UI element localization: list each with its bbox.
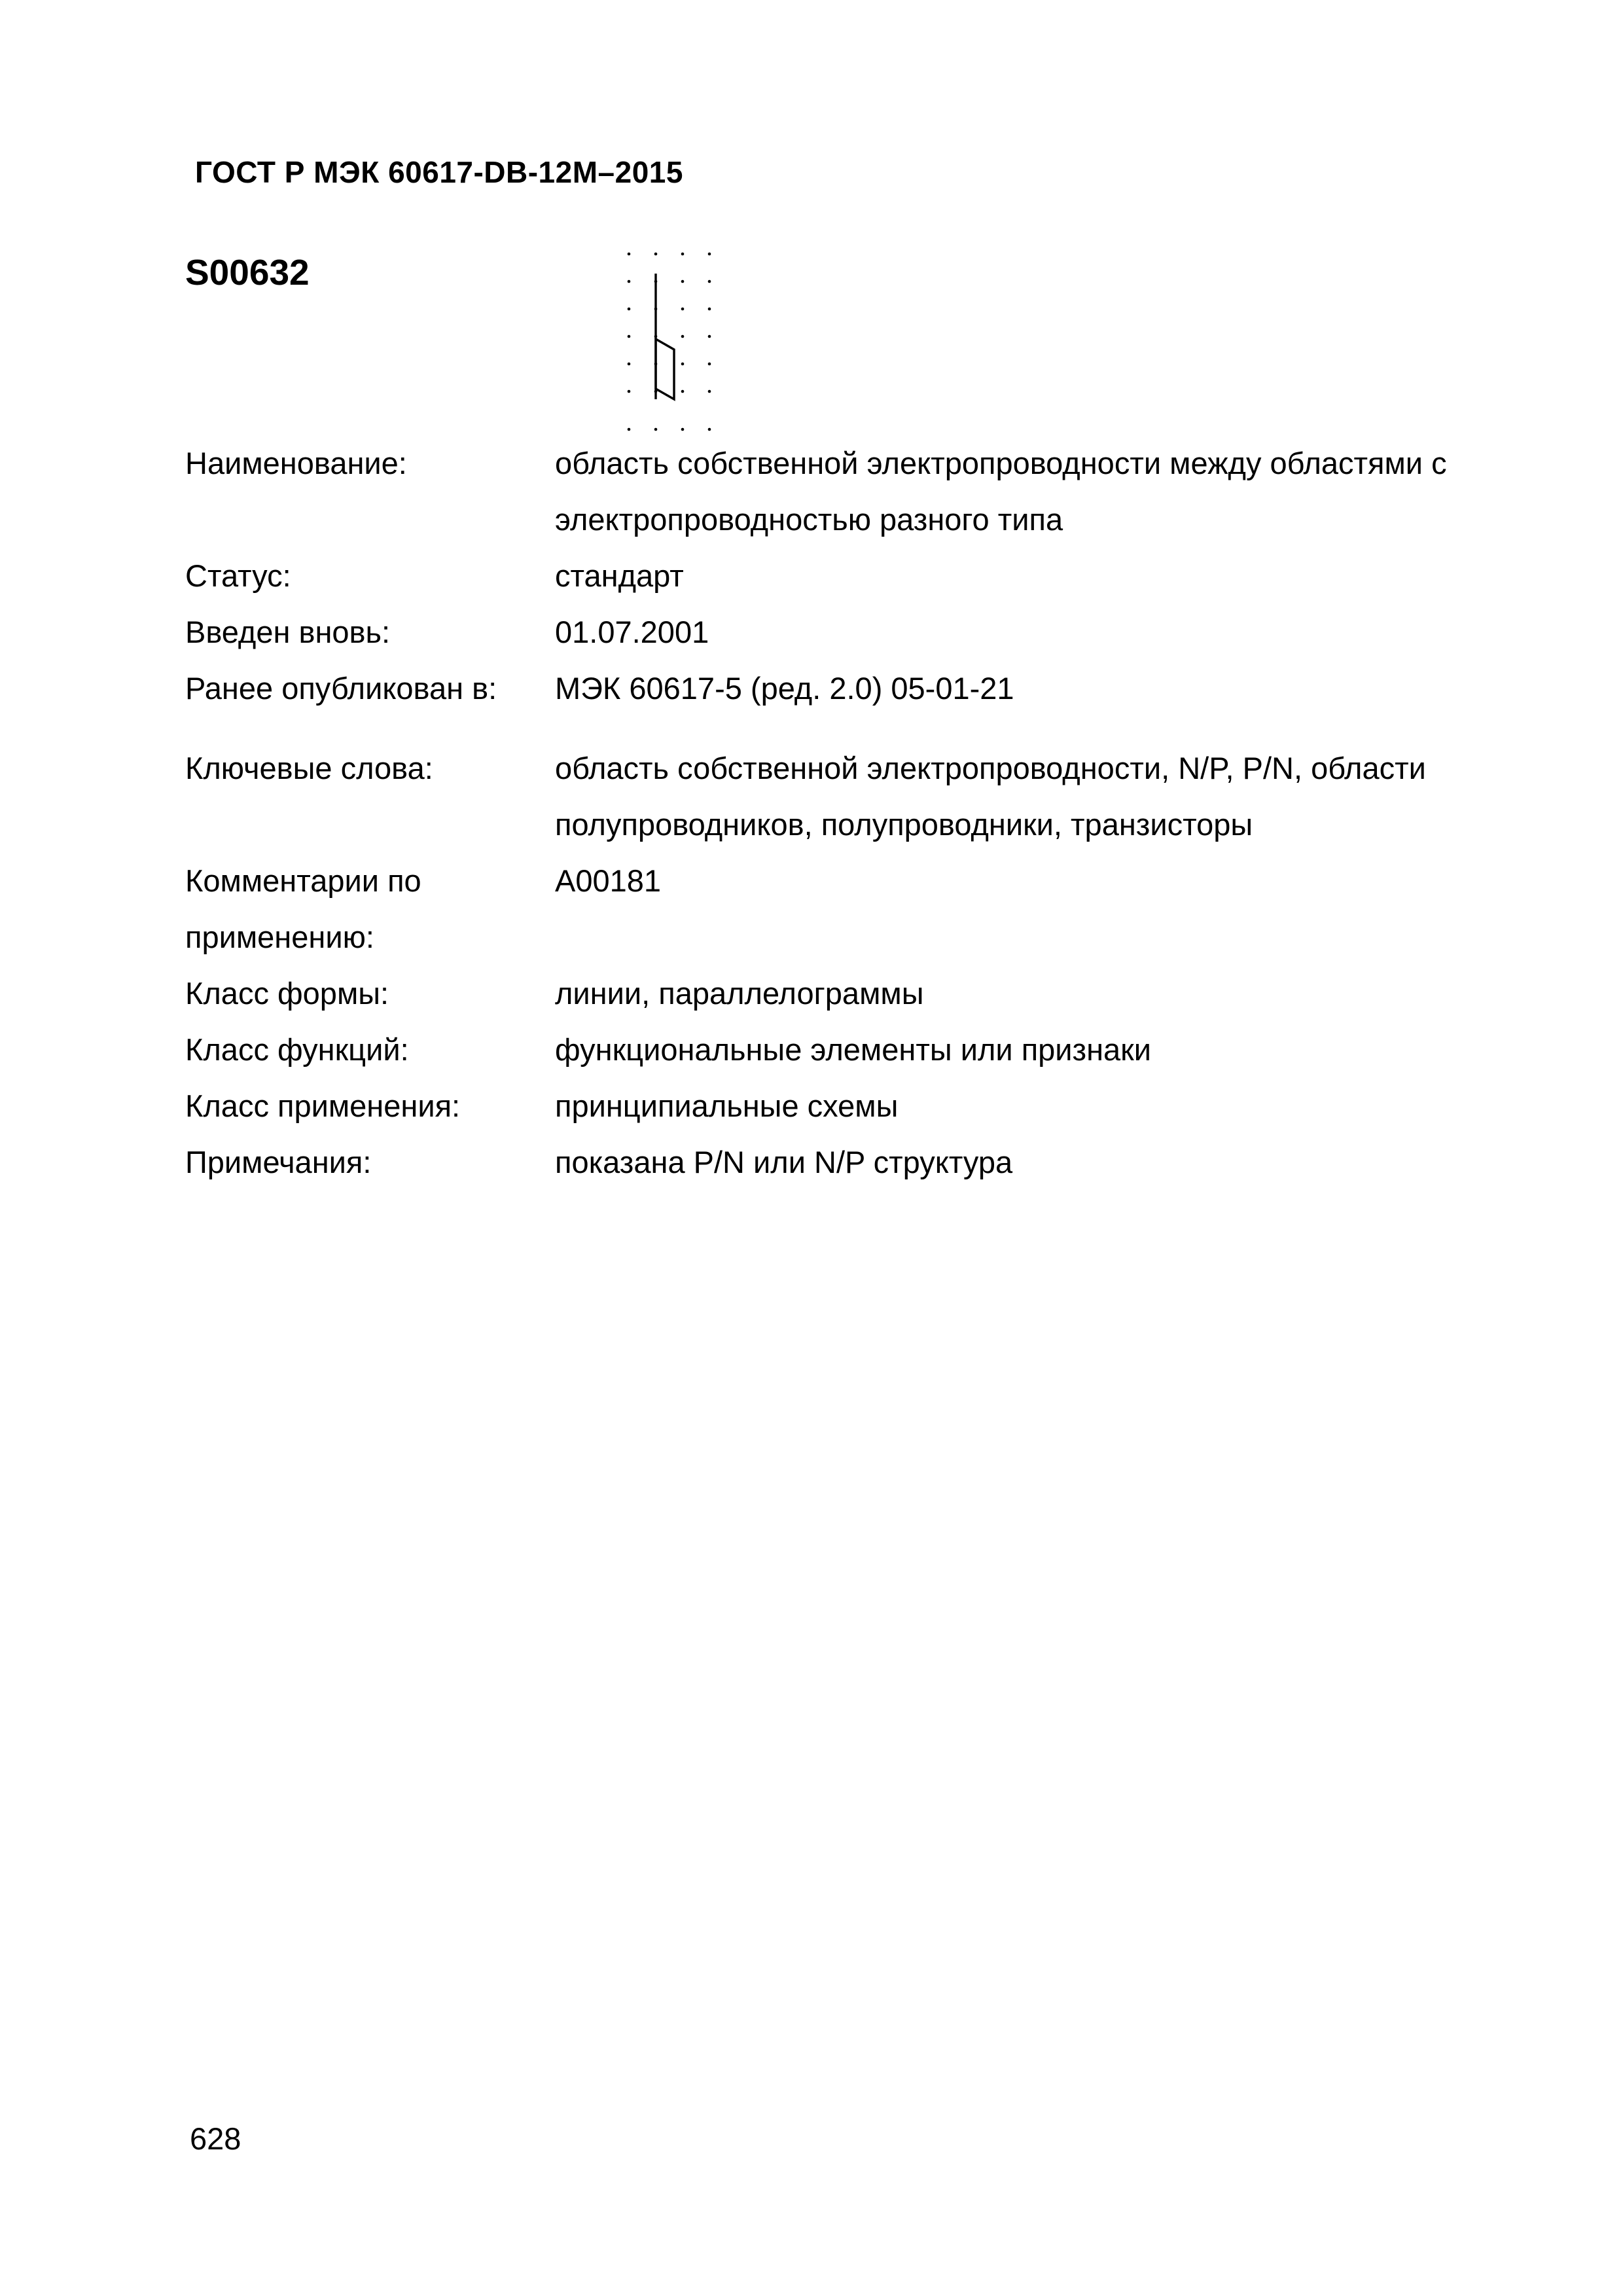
- property-row-notes: [185, 1134, 1481, 1191]
- symbol-id: S00632: [185, 252, 310, 293]
- property-label: Класс применения:: [185, 1088, 461, 1123]
- property-label: Наименование:: [185, 446, 407, 480]
- property-row-keywords: [185, 740, 1481, 853]
- property-row-shape-class: [185, 965, 1481, 1022]
- property-row-application-notes: [185, 853, 1481, 965]
- property-row-name: [185, 435, 1481, 548]
- property-value: область собственной электропроводности между областями с электропроводностью разного типа: [555, 446, 1447, 537]
- property-value: МЭК 60617-5 (ред. 2.0) 05-01-21: [555, 671, 1014, 706]
- property-value: линии, параллелограммы: [555, 976, 924, 1011]
- property-label: Класс формы:: [185, 976, 389, 1011]
- property-row-status: [185, 548, 1481, 604]
- property-value: показана P/N или N/P структура: [555, 1145, 1013, 1179]
- intrinsic-region-symbol-icon: [615, 242, 733, 439]
- page-number: 628: [190, 2121, 241, 2156]
- property-table: [185, 435, 1481, 1191]
- property-label: Примечания:: [185, 1145, 372, 1179]
- property-label: Комментарии по применению:: [185, 863, 421, 954]
- property-value: область собственной электропроводности, N/P, P/N, области полупроводников, полупроводники, транзисторы: [555, 751, 1426, 842]
- property-label: Ключевые слова:: [185, 751, 433, 785]
- property-value: принципиальные схемы: [555, 1088, 899, 1123]
- property-label: Введен вновь:: [185, 615, 391, 649]
- grid-dots: [628, 253, 711, 431]
- document-header: ГОСТ Р МЭК 60617-DB-12M–2015: [195, 155, 683, 189]
- property-value: A00181: [555, 863, 662, 898]
- property-label: Статус:: [185, 558, 291, 593]
- property-row-application-class: [185, 1078, 1481, 1134]
- property-label: Класс функций:: [185, 1032, 409, 1067]
- property-row-function-class: [185, 1022, 1481, 1078]
- property-value: стандарт: [555, 558, 684, 593]
- symbol-lines: [656, 274, 674, 399]
- property-value: функциональные элементы или признаки: [555, 1032, 1151, 1067]
- property-value: 01.07.2001: [555, 615, 709, 649]
- property-label: Ранее опубликован в:: [185, 671, 497, 706]
- property-row-previously-published: [185, 660, 1481, 717]
- property-row-introduced: [185, 604, 1481, 660]
